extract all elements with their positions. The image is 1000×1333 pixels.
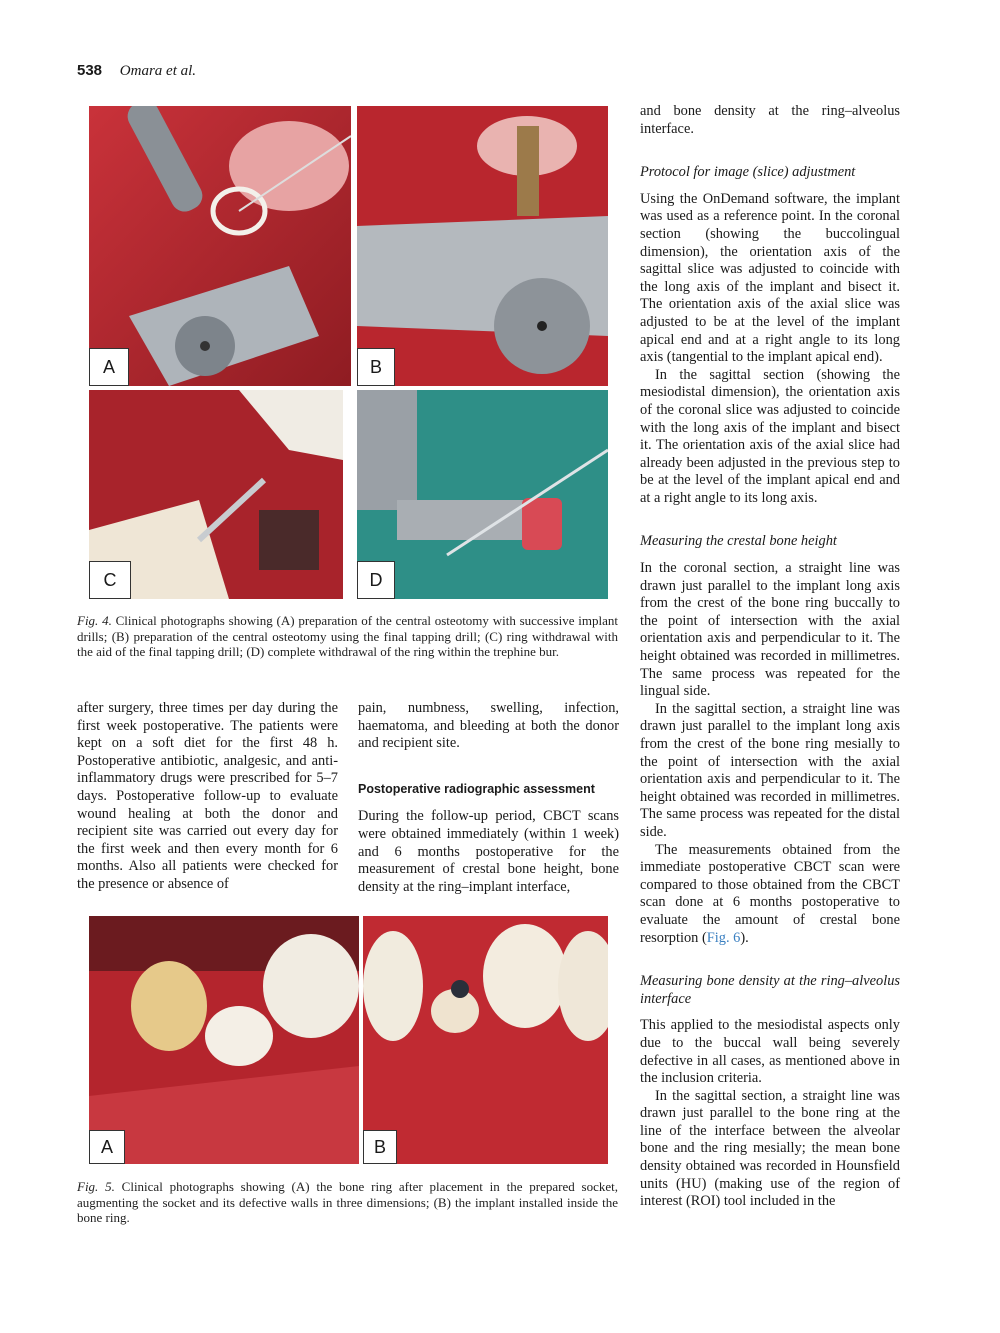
left-paragraph: after surgery, three times per day during the first week postoperative. The patients were kept on a soft diet for the first 48 h. Postoperative antibiotic, analgesic, and anti-inflammatory drugs were prescribed for 5–7 days. Postoperative follow-up to evaluate wound healing at both the donor and recipient site was carried out every day for the first week and then every month for 6 months. Also all patients were checked for the presence or absence of — [77, 700, 338, 892]
left-column — [77, 700, 338, 894]
middle-column — [358, 700, 619, 896]
fig4-caption — [77, 613, 618, 660]
page-number: 538 — [77, 62, 103, 79]
fig4-label-c: C — [89, 561, 131, 599]
fig4-label-b: B — [357, 348, 395, 386]
fig5-photo-a — [89, 916, 359, 1164]
fig5-caption — [77, 1179, 618, 1226]
right-paragraph-0: and bone density at the ring–alveolus interface. — [640, 103, 900, 137]
section-heading-slice-adjustment: Protocol for image (slice) adjustment — [640, 164, 856, 181]
fig4-caption-label: Fig. 4. — [77, 613, 112, 628]
running-header — [77, 62, 196, 80]
right-paragraph-6: This applied to the mesiodistal aspects only due to the buccal wall being severely defective in all cases, as mentioned above in the inclusion criteria. — [640, 1017, 900, 1087]
right-paragraph-5-a: The measurements obtained from the immediate postoperative CBCT scan were compared to those obtained from the CBCT scan done at 6 months postoperative to evaluate the amount of crestal bone resorption ( — [640, 841, 900, 946]
right-paragraph-7: In the sagittal section, a straight line was drawn just parallel to the bone ring at the line of the interface between the alveolar bone and the ring mesially; the mean bone density obtained was recorded in Hounsfield units (HU) (making use of the region of interest (ROI) tool included in the — [640, 1087, 900, 1210]
right-paragraph-5-b: ). — [740, 929, 749, 946]
right-paragraph-3: In the coronal section, a straight line was drawn just parallel to the implant long axis from the crest of the bone ring buccally to the point of intersection with the axial orientation axis and perpendicular to it. The height obtained was recorded in millimetres. The same process was repeated for the lingual side. — [640, 560, 900, 700]
fig4-photo-c — [89, 390, 343, 599]
fig5-caption-label: Fig. 5. — [77, 1179, 115, 1194]
fig4-photo-a — [89, 106, 351, 386]
section-heading-radiographic: Postoperative radiographic assessment — [358, 781, 595, 796]
fig6-link[interactable]: Fig. 6 — [706, 929, 741, 946]
fig5-label-b: B — [363, 1130, 397, 1164]
fig5-caption-text: Clinical photographs showing (A) the bone ring after placement in the prepared socket, augmenting the socket and its defective walls in three dimensions; (B) the implant installed inside the bone ring. — [77, 1179, 618, 1226]
fig4-caption-text: Clinical photographs showing (A) preparation of the central osteotomy with successive implant drills; (B) preparation of the central osteotomy using the final tapping drill; (C) ring withdrawal with the aid of the final tapping drill; (D) complete withdrawal of the ring within the trephine bur. — [77, 613, 618, 660]
right-paragraph-1: Using the OnDemand software, the implant was used as a reference point. In the coronal section (showing the buccolingual dimension), the orientation axis of the sagittal slice was adjusted to coincide with the long axis of the implant and bisect it. The orientation axis of the axial slice was adjusted to be at the level of the implant apical end and at a right angle to its long axis (tangential to the implant apical end). — [640, 190, 900, 366]
middle-paragraph-2: During the follow-up period, CBCT scans were obtained immediately (within 1 week) and 6 months postoperative for the measurement of crestal bone height, bone density at the ring–implant interface, — [358, 808, 619, 895]
section-heading-bone-density: Measuring bone density at the ring–alveolus interface — [640, 973, 900, 1007]
right-column — [640, 103, 900, 1211]
right-paragraph-5 — [640, 842, 900, 948]
middle-paragraph-1: pain, numbness, swelling, infection, haematoma, and bleeding at both the donor and recipient site. — [358, 700, 619, 752]
fig4-photo-d — [357, 390, 608, 599]
fig4-photo-b — [357, 106, 608, 386]
right-paragraph-2: In the sagittal section (showing the mesiodistal dimension), the orientation axis of the coronal slice was adjusted to coincide with the long axis of the implant and bisect it. The orientation axis of the axial slice had already been adjusted in the previous step to be at the level of the implant apical end and at a right angle to its long axis. — [640, 366, 900, 506]
fig5-label-a: A — [89, 1130, 125, 1164]
section-heading-crestal-height: Measuring the crestal bone height — [640, 533, 837, 550]
right-paragraph-4: In the sagittal section, a straight line was drawn just parallel to the implant long axis from the crest of the bone ring mesially to the point of intersection with the axial orientation axis and perpendicular to it. The height obtained was recorded in millimetres. The same process was repeated for the distal side. — [640, 700, 900, 840]
running-authors: Omara et al. — [119, 63, 197, 79]
fig4-label-d: D — [357, 561, 395, 599]
fig4-label-a: A — [89, 348, 129, 386]
fig5-photo-b — [363, 916, 608, 1164]
